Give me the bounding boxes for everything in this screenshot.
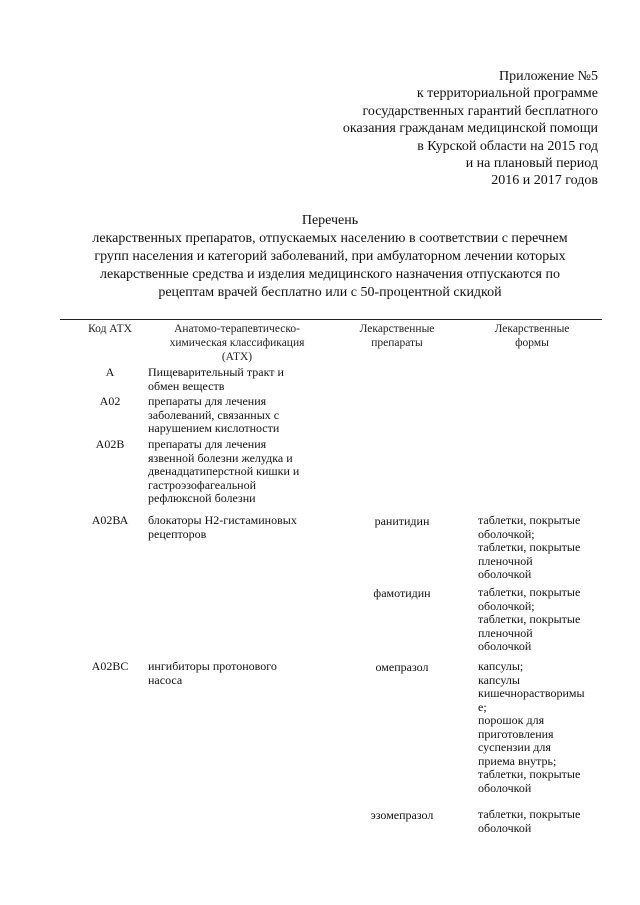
header-classification-line: Анатомо-терапевтическо- <box>174 323 300 335</box>
form-line: оболочкой <box>478 780 532 795</box>
form-line: порошок для <box>478 713 545 727</box>
classification-line: двенадцатиперстной кишки и <box>148 464 300 478</box>
drug-forms <box>478 514 602 582</box>
title-line: рецептам врачей бесплатно или с 50-процентной скидкой <box>158 285 502 300</box>
header-code <box>70 322 150 336</box>
atc-code: А02ВС <box>91 659 129 673</box>
form-line: оболочкой <box>478 820 532 835</box>
drug-name: ранитидин <box>374 514 430 528</box>
header-classification-line: (АТХ) <box>221 351 253 363</box>
form-line: приготовления <box>478 726 554 741</box>
appendix-line: оказания гражданам медицинской помощи <box>342 121 598 137</box>
form-line: таблетки, покрытые <box>478 513 581 527</box>
form-line: оболочкой <box>478 639 532 653</box>
header-drugs <box>342 322 452 350</box>
header-drugs-line: препараты <box>371 337 423 349</box>
atc-code: А02ВА <box>91 513 129 527</box>
header-classification <box>152 322 322 364</box>
form-line: суспензии для <box>478 740 551 754</box>
atc-classification <box>148 395 318 436</box>
classification-line: заболеваний, связанных с <box>148 407 280 422</box>
document-title <box>60 212 600 302</box>
form-line: кишечнорастворимы <box>478 686 585 700</box>
classification-line: ингибиторы протонового <box>148 659 277 673</box>
drug-name: омепразол <box>375 660 429 674</box>
drug-name: эзомепразол <box>370 808 434 822</box>
form-line: е; <box>478 699 487 714</box>
appendix-line: к территориальной программе <box>416 86 598 102</box>
classification-line: Пищеварительный тракт и <box>148 365 284 379</box>
classification-line: язвенной болезни желудка и <box>148 450 293 465</box>
appendix-line: и на плановый период <box>465 156 598 172</box>
form-line: оболочкой <box>478 567 532 581</box>
form-line: приема внутрь; <box>478 753 557 768</box>
form-line: таблетки, покрытые <box>478 585 581 599</box>
header-classification-line: химическая классификация <box>169 337 305 349</box>
form-line: оболочкой; <box>478 526 535 541</box>
atc-classification <box>148 514 318 541</box>
title-line: лекарственных препаратов, отпускаемых населению в соответствии с перечнем <box>92 231 568 246</box>
atc-classification <box>148 438 318 506</box>
classification-line: рецепторов <box>148 526 207 541</box>
atc-code: А <box>105 365 115 379</box>
drug-name: фамотидин <box>373 586 431 600</box>
classification-line: насоса <box>148 672 183 687</box>
classification-line: обмен веществ <box>148 378 225 393</box>
atc-classification <box>148 366 318 393</box>
header-code-text: Код АТХ <box>88 323 132 335</box>
classification-line: рефлюксной болезни <box>148 491 256 505</box>
form-line: пленочной <box>478 553 533 568</box>
form-line: капсулы; <box>478 659 524 673</box>
appendix-line: Приложение №5 <box>499 69 598 84</box>
form-line: капсулы <box>478 672 520 687</box>
form-line: таблетки, покрытые <box>478 807 581 821</box>
title-line: групп населения и категорий заболеваний, при амбулаторном лечении которых <box>94 249 566 264</box>
header-drugs-line: Лекарственные <box>359 323 435 335</box>
form-line: таблетки, покрытые <box>478 540 581 554</box>
form-line: пленочной <box>478 625 533 640</box>
table-top-rule <box>60 319 602 320</box>
drug-forms <box>478 808 602 835</box>
header-forms-line: формы <box>515 337 549 349</box>
classification-line: нарушением кислотности <box>148 421 280 435</box>
classification-line: препараты для лечения <box>148 437 267 451</box>
drug-forms <box>478 660 602 795</box>
title-heading: Перечень <box>301 213 359 228</box>
appendix-line: 2016 и 2017 годов <box>491 173 598 189</box>
header-forms-line: Лекарственные <box>494 323 570 335</box>
appendix-line: в Курской области на 2015 год <box>417 138 598 154</box>
classification-line: гастроэзофагеальной <box>148 477 257 492</box>
header-forms <box>462 322 602 350</box>
classification-line: блокаторы Н2-гистаминовых <box>148 513 297 527</box>
classification-line: препараты для лечения <box>148 394 267 408</box>
title-line: лекарственные средства и изделия медицинского назначения отпускаются по <box>100 267 560 282</box>
appendix-line: государственных гарантий бесплатного <box>362 103 598 119</box>
appendix-header <box>238 68 598 190</box>
form-line: таблетки, покрытые <box>478 612 581 626</box>
atc-code: А02В <box>95 437 125 451</box>
drug-forms <box>478 586 602 654</box>
atc-code: А02 <box>99 394 121 408</box>
atc-classification <box>148 660 318 687</box>
form-line: таблетки, покрытые <box>478 767 581 781</box>
form-line: оболочкой; <box>478 598 535 613</box>
